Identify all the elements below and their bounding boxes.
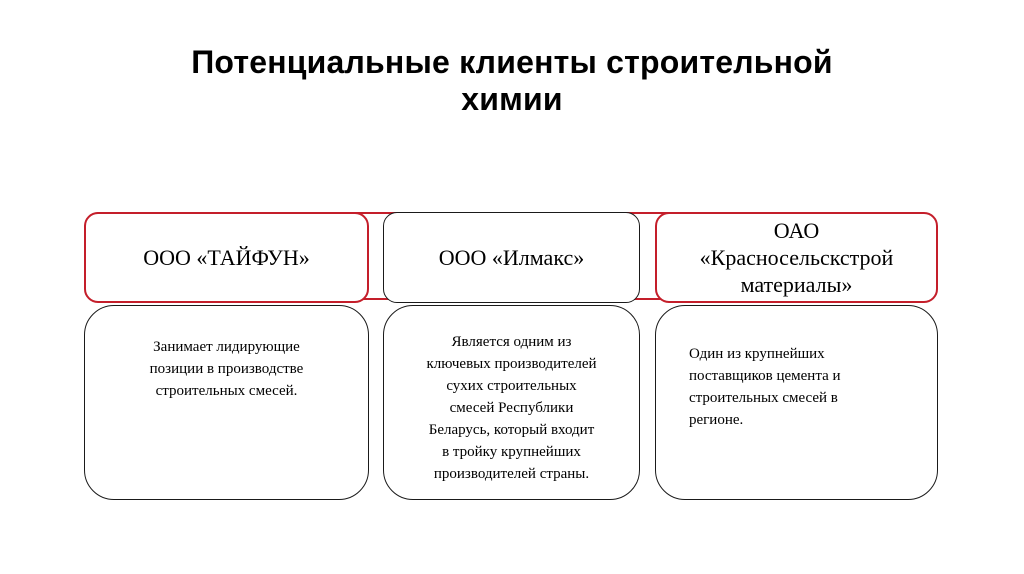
description-line: поставщиков цемента и — [689, 368, 841, 384]
company-description-ilmaks — [383, 305, 640, 500]
description-line: Беларусь, который входит — [428, 422, 595, 438]
description-line: в тройку крупнейших — [442, 444, 581, 460]
company-name-line: материалы» — [740, 272, 853, 297]
description-line: строительных смесей в — [689, 390, 838, 406]
description-line: строительных смесей. — [155, 383, 298, 399]
company-name-line: ООО «Илмакс» — [438, 245, 585, 270]
description-line: Один из крупнейших — [689, 346, 825, 362]
company-header-krasnoselskstroi — [655, 212, 938, 303]
company-name-line: ООО «ТАЙФУН» — [143, 245, 310, 270]
company-header-taifun — [84, 212, 369, 303]
description-line: регионе. — [689, 412, 744, 428]
company-description-taifun — [84, 305, 369, 500]
description-line: смесей Республики — [449, 400, 574, 416]
slide-title — [0, 44, 1024, 118]
description-line: Является одним из — [451, 334, 572, 350]
slide-title-line-2: химии — [461, 81, 563, 117]
company-name-line: «Красносельскстрой — [699, 245, 894, 270]
description-line: позиции в производстве — [149, 361, 304, 377]
company-header-ilmaks — [383, 212, 640, 303]
description-line: производителей страны. — [433, 466, 590, 482]
description-line: Занимает лидирующие — [153, 339, 300, 355]
slide-title-line-1: Потенциальные клиенты строительной — [191, 44, 833, 80]
company-description-krasnoselskstroi — [655, 305, 938, 500]
description-line: сухих строительных — [446, 378, 577, 394]
description-line: ключевых производителей — [426, 356, 597, 372]
company-name-line: ОАО — [773, 218, 820, 243]
